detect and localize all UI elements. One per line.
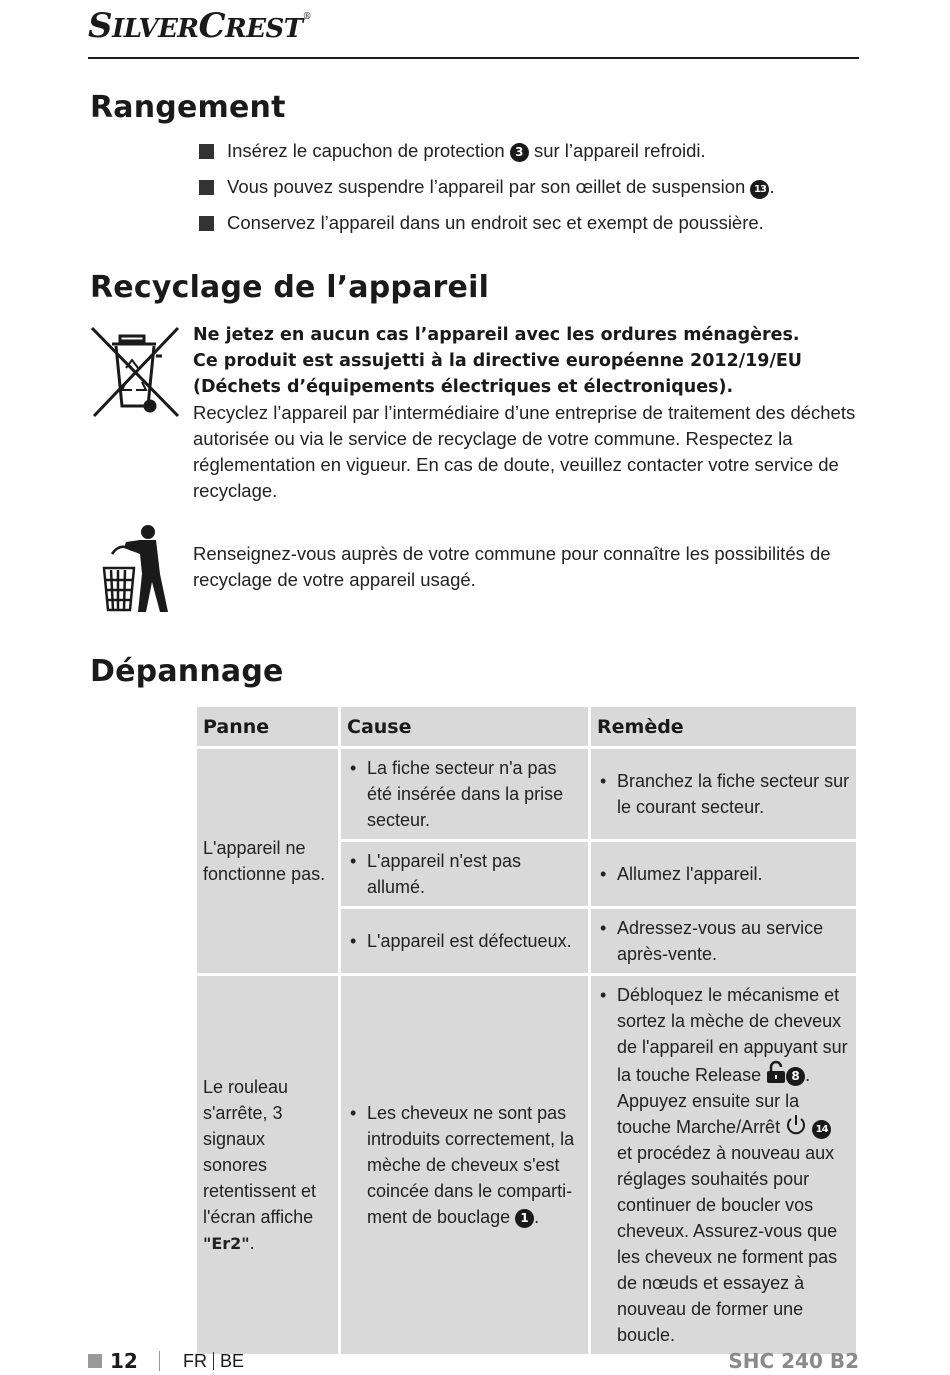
crossed-bin-icon bbox=[90, 326, 180, 418]
bin-text: Renseignez-vous auprès de votre commune pour connaître les possibilités de recyclage de votre appareil usagé. bbox=[193, 543, 831, 590]
column-header-remede: Remède bbox=[590, 706, 858, 748]
square-bullet-icon bbox=[199, 216, 214, 231]
square-bullet-icon bbox=[199, 144, 214, 159]
footer-languages: FR BE bbox=[183, 1351, 245, 1371]
section-title-depannage: Dépannage bbox=[90, 654, 284, 689]
panne-cell: Le rouleau s'arrête, 3 signaux sonores retentissent et l'écran affiche "Er2". bbox=[196, 975, 340, 1356]
power-icon bbox=[785, 1114, 807, 1136]
ref-number-badge: 14 bbox=[812, 1120, 831, 1139]
section-title-rangement: Rangement bbox=[90, 90, 286, 125]
table-row bbox=[196, 975, 858, 1356]
tidyman-icon bbox=[100, 524, 170, 614]
table-header-row bbox=[196, 706, 858, 748]
remede-cell: • Allumez l'appareil. bbox=[590, 841, 858, 908]
cause-cell: • La fiche secteur n'a pas été insérée dans la prise secteur. bbox=[340, 748, 590, 841]
square-bullet-icon bbox=[199, 180, 214, 195]
model-number: SHC 240 B2 bbox=[728, 1349, 859, 1373]
footer-divider bbox=[159, 1351, 160, 1371]
section-title-recyclage: Recyclage de l’appareil bbox=[90, 270, 490, 305]
column-header-cause: Cause bbox=[340, 706, 590, 748]
ref-number-badge: 8 bbox=[786, 1067, 805, 1086]
column-header-panne: Panne bbox=[196, 706, 340, 748]
list-item: Insérez le capuchon de protection 3 sur l’appareil refroidi. bbox=[199, 138, 775, 174]
table-row bbox=[196, 748, 858, 841]
panne-cell: L'appareil ne fonctionne pas. bbox=[196, 748, 340, 975]
ref-number-badge: 13 bbox=[750, 180, 769, 199]
footer-square-icon bbox=[88, 1354, 102, 1368]
header-rule bbox=[88, 57, 859, 59]
troubleshooting-table bbox=[194, 704, 859, 1357]
page-number: 12 bbox=[110, 1349, 138, 1373]
unlock-icon bbox=[766, 1060, 786, 1084]
cause-cell: • Les cheveux ne sont pas introduits correctement, la mèche de cheveux s'est coincée dans le comparti-ment de bouclage 1 . bbox=[340, 975, 590, 1356]
brand-logo: SILVERCREST® bbox=[88, 6, 312, 46]
remede-cell: • Débloquez le mécanisme et sortez la mèche de cheveux de l'appareil en appuyant sur la touche Release 8 . Appuyez ensuite sur la touche Marche/Arrêt 14 et procédez à nouveau aux réglages souhaités pour continuer de boucler vos cheveux. Assurez-vous que les cheveux ne forment pas de nœuds et essayez à nouveau de former une boucle. bbox=[590, 975, 858, 1356]
cause-cell: • L'appareil n'est pas allumé. bbox=[340, 841, 590, 908]
ref-number-badge: 1 bbox=[515, 1209, 534, 1228]
list-item: Vous pouvez suspendre l’appareil par son œillet de suspension 13 . bbox=[199, 174, 775, 210]
recycling-text: Ne jetez en aucun cas l’appareil avec les ordures ménagères. Ce produit est assujetti à la directive européenne 2012/19/EU (Déchets d’équipements électriques et électroniques). Recyclez l’appareil par l’intermédiaire d’une entreprise de traitement des déchets autorisée ou via le service de recyclage de votre commune. Respectez la réglementation en vigueur. En cas de doute, veuillez contacter votre service de recyclage. bbox=[193, 325, 856, 501]
error-code: "Er2" bbox=[203, 1233, 250, 1253]
ref-number-badge: 3 bbox=[510, 143, 529, 162]
rangement-list bbox=[199, 138, 775, 246]
list-item: Conservez l’appareil dans un endroit sec et exempt de poussière. bbox=[199, 210, 775, 246]
remede-cell: • Adressez-vous au service après-vente. bbox=[590, 908, 858, 975]
cause-cell: • L'appareil est défectueux. bbox=[340, 908, 590, 975]
remede-cell: • Branchez la fiche secteur sur le courant secteur. bbox=[590, 748, 858, 841]
